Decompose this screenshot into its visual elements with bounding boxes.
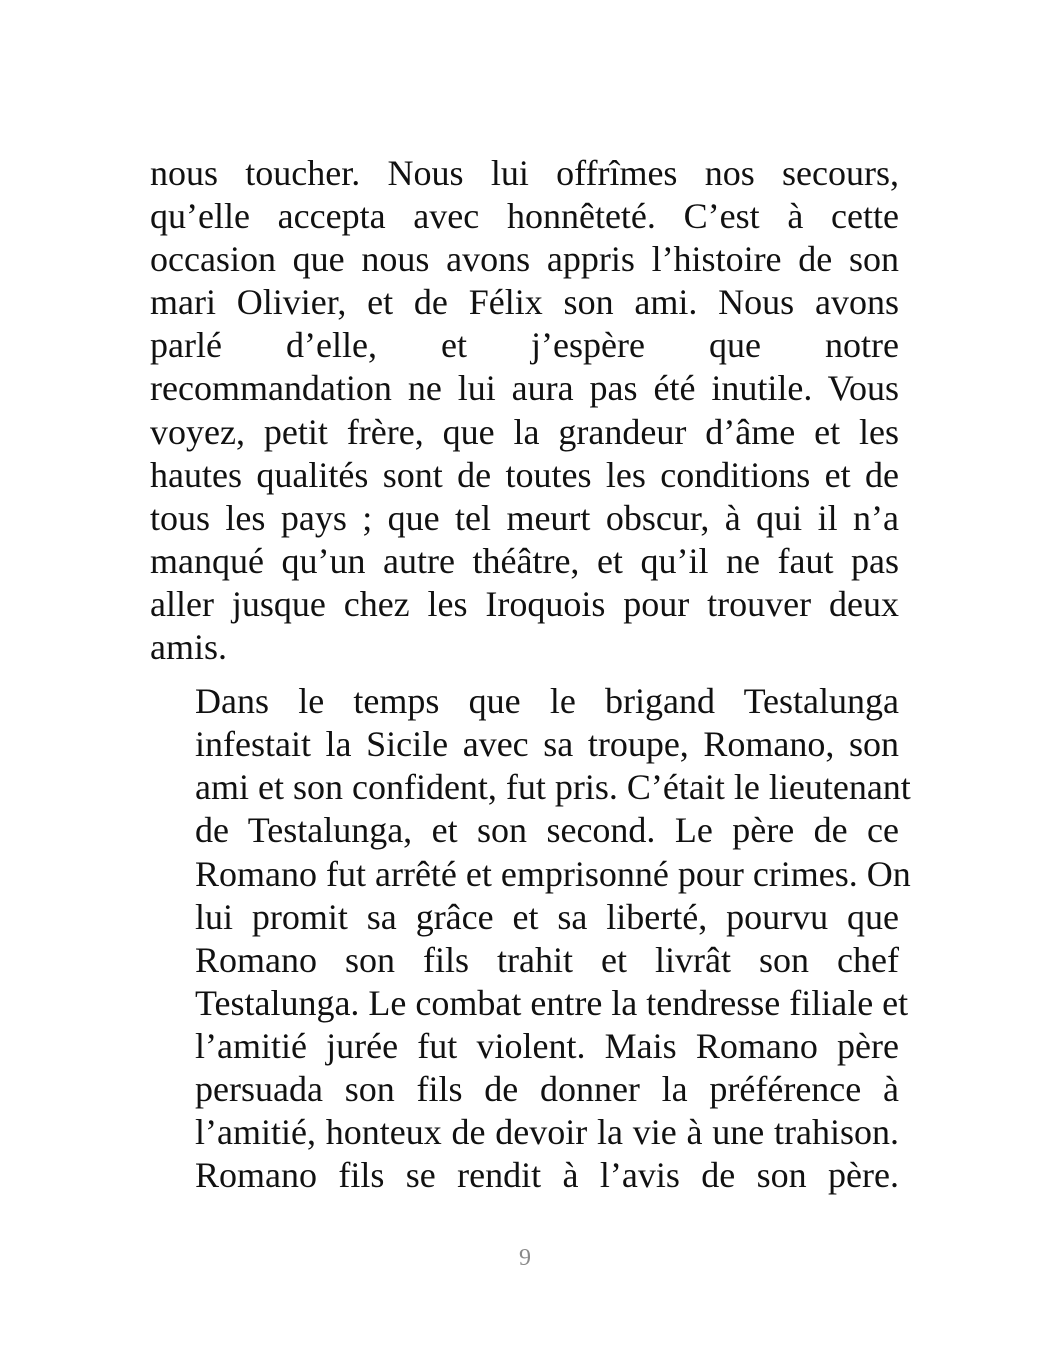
text-line: manqué qu’un autre théâtre, et qu’il ne faut pas — [150, 540, 899, 581]
text-line: infestait la Sicile avec sa troupe, Romano, son — [195, 724, 899, 765]
text-line: l’amitié, honteux de devoir la vie à une trahison. — [195, 1112, 899, 1153]
text-line: persuada son fils de donner la préférence à — [195, 1068, 899, 1109]
text-line: voyez, petit frère, que la grandeur d’âme et les — [150, 411, 899, 452]
text-line: Testalunga. Le combat entre la tendresse filiale et — [195, 982, 909, 1023]
text-line: nous toucher. Nous lui offrîmes nos secours, — [150, 153, 899, 193]
text-line: amis. — [150, 627, 227, 668]
text-line: qu’elle accepta avec honnêteté. C’est à cette — [150, 196, 899, 237]
text-line: ami et son confident, fut pris. C’était le lieutenant — [195, 767, 911, 808]
text-line: parlé d’elle, et j’espère que notre — [150, 325, 899, 366]
text-line: de Testalunga, et son second. Le père de ce — [195, 810, 899, 851]
text-line: tous les pays ; que tel meurt obscur, à qui il n’a — [150, 497, 899, 538]
text-line: hautes qualités sont de toutes les conditions et de — [150, 454, 899, 495]
text-line: mari Olivier, et de Félix son ami. Nous avons — [150, 282, 899, 323]
text-line: occasion que nous avons appris l’histoire de son — [150, 239, 899, 280]
page-body — [150, 152, 911, 1197]
text-line: Romano fils se rendit à l’avis de son père. — [195, 1155, 899, 1196]
text-line: Romano fut arrêté et emprisonné pour crimes. On — [195, 853, 911, 894]
text-line: Romano son fils trahit et livrât son chef — [195, 939, 899, 980]
text-line: l’amitié jurée fut violent. Mais Romano père — [195, 1025, 899, 1066]
paragraph-1 — [150, 152, 899, 669]
text-line: recommandation ne lui aura pas été inutile. Vous — [150, 368, 899, 409]
text-line: lui promit sa grâce et sa liberté, pourvu que — [195, 896, 899, 937]
text-line: Dans le temps que le brigand Testalunga — [195, 681, 899, 722]
paragraph-2 — [150, 680, 911, 1197]
page-number: 9 — [519, 1245, 531, 1271]
text-line: aller jusque chez les Iroquois pour trouver deux — [150, 583, 899, 624]
